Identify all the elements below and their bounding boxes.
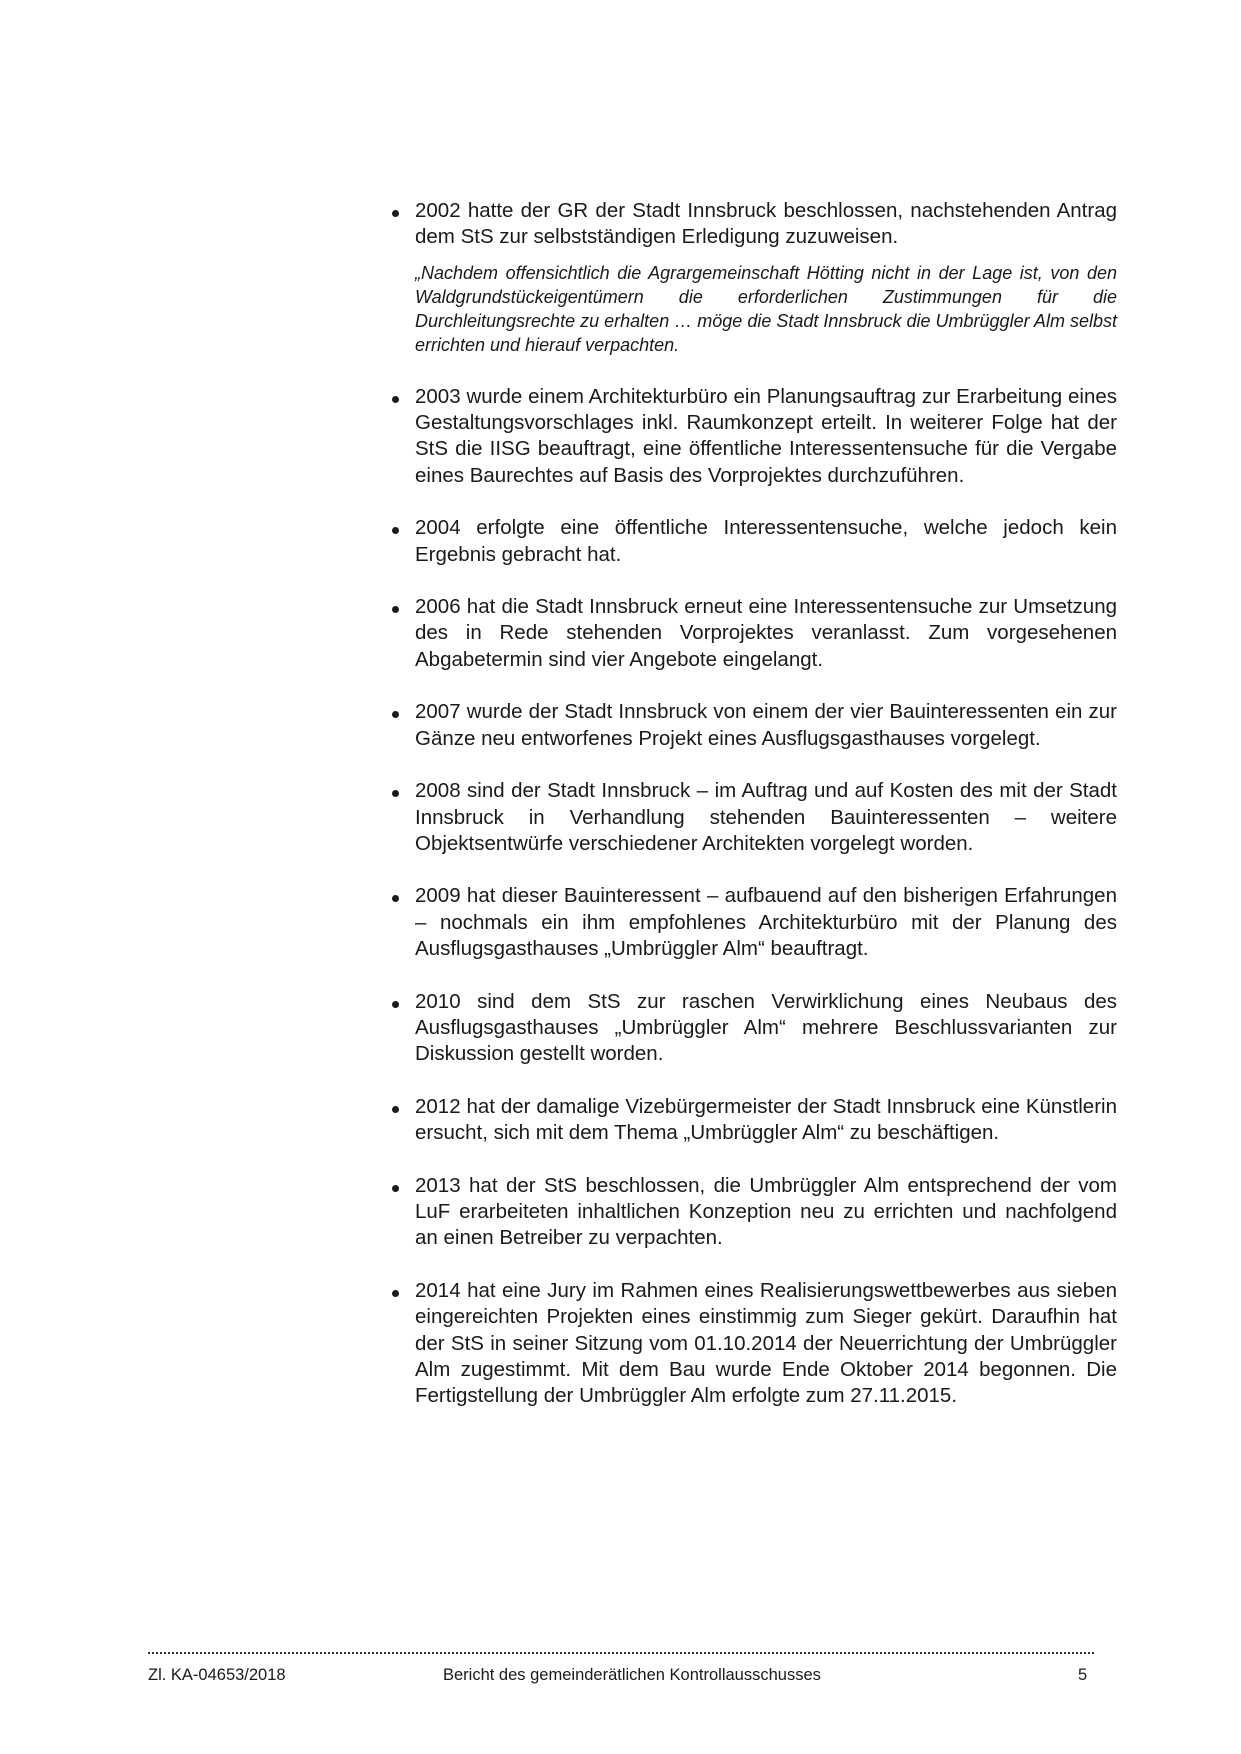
list-item-text: 2008 sind der Stadt Innsbruck – im Auftrag und auf Kosten des mit der Stadt Innsbruck in Verhandlung stehenden Bauinteressenten – weitere Objektsentwürfe verschiedener Architekten vorgelegt worden. [415, 779, 1117, 855]
bullet-icon [392, 396, 399, 403]
footer-divider [148, 1652, 1094, 1654]
bullet-icon [392, 711, 399, 718]
list-item-text: 2013 hat der StS beschlossen, die Umbrüggler Alm entsprechend der vom LuF erarbeiteten inhaltlichen Konzeption neu zu errichten und nachfolgend an einen Betreiber zu verpachten. [415, 1173, 1117, 1250]
list-item-text: 2004 erfolgte eine öffentliche Interessentensuche, welche jedoch kein Ergebnis gebracht hat. [415, 516, 1117, 566]
list-item-text: 2012 hat der damalige Vizebürgermeister der Stadt Innsbruck eine Künstlerin ersucht, sich mit dem Thema „Umbrüggler Alm“ zu beschäftigen. [415, 1094, 1117, 1145]
motion-quote: „Nachdem offensichtlich die Agrargemeinschaft Hötting nicht in der Lage ist, von den Waldgrundstückeigentümern die erforderlichen Zustimmungen für die Durchleitungsrechte zu erhalten … möge die Stadt Innsbruck die Umbrüggler Alm selbst errichten und hierauf verpachten. [415, 262, 1117, 356]
list-item-text: 2007 wurde der Stadt Innsbruck von einem der vier Bauinteressenten ein zur Gänze neu entworfenes Projekt eines Ausflugsgasthauses vorgelegt. [415, 700, 1117, 750]
list-item-2010 [387, 989, 1117, 1068]
list-item-2012 [387, 1094, 1117, 1147]
report-body [387, 198, 1117, 1436]
list-item-2003 [387, 384, 1117, 490]
list-item-text: 2002 hatte der GR der Stadt Innsbruck beschlossen, nachstehenden Antrag dem StS zur selbstständigen Erledigung zuzuweisen. [415, 199, 1117, 249]
bullet-icon [392, 210, 399, 217]
bullet-icon [392, 790, 399, 797]
bullet-icon [392, 527, 399, 534]
bullet-icon [392, 895, 399, 902]
bullet-icon [392, 606, 399, 613]
list-item-2007 [387, 699, 1117, 752]
list-item-text: 2006 hat die Stadt Innsbruck erneut eine Interessentensuche zur Umsetzung des in Rede stehenden Vorprojektes veranlasst. Zum vorgesehenen Abgabetermin sind vier Angebote eingelangt. [415, 595, 1117, 671]
list-item-text: 2010 sind dem StS zur raschen Verwirklichung eines Neubaus des Ausflugsgasthauses „Umbrüggler Alm“ mehrere Beschlussvarianten zur Diskussion gestellt worden. [415, 989, 1117, 1066]
chronology-list [387, 198, 1117, 1410]
list-item-2006 [387, 594, 1117, 673]
bullet-icon [392, 1106, 399, 1113]
document-reference: Zl. KA-04653/2018 [148, 1666, 286, 1684]
list-item-2004 [387, 515, 1117, 568]
list-item-text: 2003 wurde einem Architekturbüro ein Planungsauftrag zur Erarbeitung eines Gestaltungsvorschlages inkl. Raumkonzept erteilt. In weiterer Folge hat der StS die IISG beauftragt, eine öffentliche Interessentensuche für die Vergabe eines Baurechtes auf Basis des Vorprojektes durchzuführen. [415, 384, 1117, 487]
page-number: 5 [1078, 1666, 1088, 1684]
bullet-icon [392, 1290, 399, 1297]
list-item-2009 [387, 883, 1117, 962]
bullet-icon [392, 1185, 399, 1192]
bullet-icon [392, 1001, 399, 1008]
list-item-2013 [387, 1173, 1117, 1252]
list-item-2002 [387, 198, 1117, 358]
document-title: Bericht des gemeinderätlichen Kontrollausschusses [443, 1666, 821, 1684]
list-item-text: 2009 hat dieser Bauinteressent – aufbauend auf den bisherigen Erfahrungen – nochmals ein ihm empfohlenes Architekturbüro mit der Planung des Ausflugsgasthauses „Umbrüggler Alm“ beauftragt. [415, 884, 1117, 961]
list-item-text: 2014 hat eine Jury im Rahmen eines Realisierungswettbewerbes aus sieben eingereichten Projekten eines einstimmig zum Sieger gekürt. Daraufhin hat der StS in seiner Sitzung vom 01.10.2014 der Neuerrichtung der Umbrüggler Alm zugestimmt. Mit dem Bau wurde Ende Oktober 2014 begonnen. Die Fertigstellung der Umbrüggler Alm erfolgte zum 27.11.2015. [415, 1278, 1117, 1408]
list-item-2014 [387, 1278, 1117, 1410]
list-item-2008 [387, 778, 1117, 857]
